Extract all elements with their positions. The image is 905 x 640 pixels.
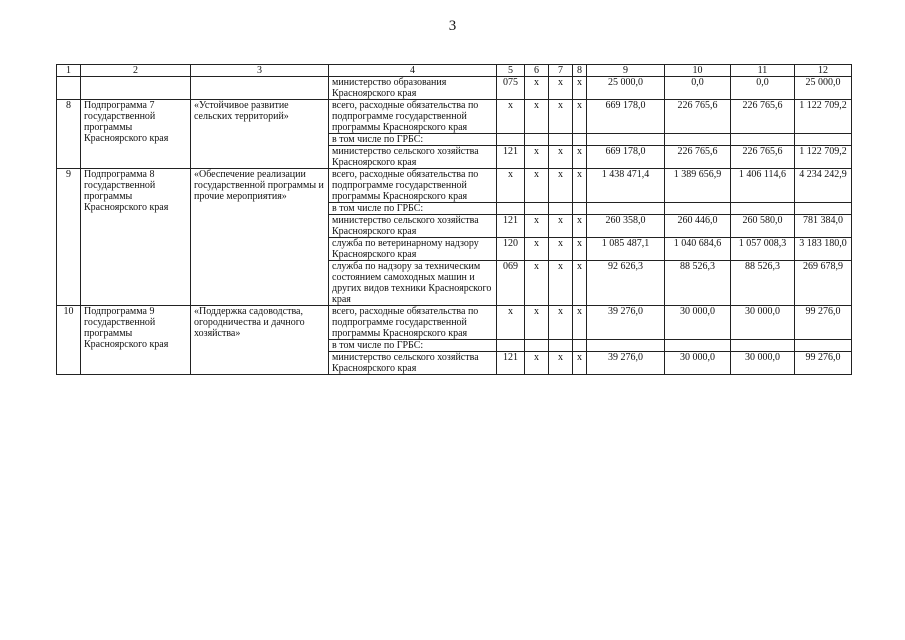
value-total: 4 234 242,9 xyxy=(795,169,852,203)
page-number: 3 xyxy=(448,18,457,34)
grbs-name: всего, расходные обязательства по подпрограмме государственной программы Красноярского края xyxy=(329,100,497,134)
value-year-3: 0,0 xyxy=(731,77,795,100)
col-6: х xyxy=(525,261,549,306)
value-year-3: 226 765,6 xyxy=(731,146,795,169)
value-year-1: 669 178,0 xyxy=(587,100,665,134)
col-6: х xyxy=(525,169,549,203)
value-year-1: 39 276,0 xyxy=(587,306,665,340)
col-6: х xyxy=(525,146,549,169)
col-header: 10 xyxy=(665,65,731,77)
col-6: х xyxy=(525,215,549,238)
value-year-2 xyxy=(665,340,731,352)
value-total xyxy=(795,134,852,146)
program-name: «Поддержка садоводства, огородничества и дачного хозяйства» xyxy=(191,306,329,375)
value-year-3: 226 765,6 xyxy=(731,100,795,134)
value-year-1: 39 276,0 xyxy=(587,352,665,375)
program-status xyxy=(81,77,191,100)
value-year-2 xyxy=(665,134,731,146)
col-7 xyxy=(549,203,573,215)
col-header: 2 xyxy=(81,65,191,77)
col-7 xyxy=(549,340,573,352)
col-7: х xyxy=(549,146,573,169)
grbs-name: служба по ветеринарному надзору Красноярского края xyxy=(329,238,497,261)
program-name: «Обеспечение реализации государственной программы и прочие мероприятия» xyxy=(191,169,329,306)
value-total: 1 122 709,2 xyxy=(795,146,852,169)
col-7: х xyxy=(549,352,573,375)
value-year-3 xyxy=(731,134,795,146)
col-header: 1 xyxy=(57,65,81,77)
grbs-name: министерство сельского хозяйства Красноярского края xyxy=(329,146,497,169)
col-6: х xyxy=(525,306,549,340)
col-8: х xyxy=(573,169,587,203)
value-year-2: 0,0 xyxy=(665,77,731,100)
col-8: х xyxy=(573,238,587,261)
grbs-name: министерство сельского хозяйства Красноярского края xyxy=(329,352,497,375)
value-year-2: 1 389 656,9 xyxy=(665,169,731,203)
grbs-code xyxy=(497,203,525,215)
col-8 xyxy=(573,134,587,146)
col-7: х xyxy=(549,100,573,134)
col-6 xyxy=(525,134,549,146)
col-6: х xyxy=(525,100,549,134)
col-header: 8 xyxy=(573,65,587,77)
grbs-code: 121 xyxy=(497,215,525,238)
grbs-code xyxy=(497,134,525,146)
grbs-name: министерство сельского хозяйства Красноярского края xyxy=(329,215,497,238)
value-year-3: 1 406 114,6 xyxy=(731,169,795,203)
col-6: х xyxy=(525,77,549,100)
row-number: 10 xyxy=(57,306,81,375)
col-8: х xyxy=(573,77,587,100)
value-year-1: 92 626,3 xyxy=(587,261,665,306)
grbs-code: 069 xyxy=(497,261,525,306)
col-8: х xyxy=(573,215,587,238)
value-year-1: 1 438 471,4 xyxy=(587,169,665,203)
grbs-code: х xyxy=(497,306,525,340)
col-8 xyxy=(573,203,587,215)
col-header: 6 xyxy=(525,65,549,77)
grbs-code: 120 xyxy=(497,238,525,261)
header-row xyxy=(57,65,852,77)
col-8 xyxy=(573,340,587,352)
col-6 xyxy=(525,340,549,352)
col-header: 4 xyxy=(329,65,497,77)
value-year-2: 1 040 684,6 xyxy=(665,238,731,261)
col-header: 7 xyxy=(549,65,573,77)
row-number: 9 xyxy=(57,169,81,306)
value-year-3: 30 000,0 xyxy=(731,306,795,340)
grbs-code: х xyxy=(497,100,525,134)
grbs-code xyxy=(497,340,525,352)
value-year-2: 226 765,6 xyxy=(665,146,731,169)
value-total: 99 276,0 xyxy=(795,306,852,340)
col-6: х xyxy=(525,238,549,261)
col-8: х xyxy=(573,306,587,340)
col-7: х xyxy=(549,77,573,100)
value-year-2: 226 765,6 xyxy=(665,100,731,134)
table-row xyxy=(57,100,852,134)
value-year-3: 1 057 008,3 xyxy=(731,238,795,261)
value-year-2: 30 000,0 xyxy=(665,352,731,375)
grbs-name: в том числе по ГРБС: xyxy=(329,340,497,352)
value-year-3 xyxy=(731,203,795,215)
grbs-code: х xyxy=(497,169,525,203)
value-year-2: 260 446,0 xyxy=(665,215,731,238)
grbs-name: в том числе по ГРБС: xyxy=(329,203,497,215)
col-7: х xyxy=(549,169,573,203)
value-year-2: 88 526,3 xyxy=(665,261,731,306)
value-total: 99 276,0 xyxy=(795,352,852,375)
grbs-code: 075 xyxy=(497,77,525,100)
grbs-name: министерство образования Красноярского края xyxy=(329,77,497,100)
table-row xyxy=(57,306,852,340)
col-6 xyxy=(525,203,549,215)
value-year-1: 25 000,0 xyxy=(587,77,665,100)
row-number xyxy=(57,77,81,100)
value-year-3: 260 580,0 xyxy=(731,215,795,238)
value-year-1 xyxy=(587,203,665,215)
program-name: «Устойчивое развитие сельских территорий» xyxy=(191,100,329,169)
grbs-name: служба по надзору за техническим состоянием самоходных машин и других видов техники Красноярского края xyxy=(329,261,497,306)
budget-table xyxy=(56,64,852,375)
col-header: 11 xyxy=(731,65,795,77)
value-year-2 xyxy=(665,203,731,215)
col-7: х xyxy=(549,306,573,340)
col-6: х xyxy=(525,352,549,375)
col-header: 9 xyxy=(587,65,665,77)
col-7: х xyxy=(549,238,573,261)
col-7: х xyxy=(549,261,573,306)
row-number: 8 xyxy=(57,100,81,169)
value-year-1: 669 178,0 xyxy=(587,146,665,169)
value-total: 781 384,0 xyxy=(795,215,852,238)
value-year-3: 88 526,3 xyxy=(731,261,795,306)
value-year-1 xyxy=(587,134,665,146)
value-total: 3 183 180,0 xyxy=(795,238,852,261)
col-header: 12 xyxy=(795,65,852,77)
continuation-row xyxy=(57,77,852,100)
value-year-1: 1 085 487,1 xyxy=(587,238,665,261)
col-8: х xyxy=(573,100,587,134)
col-8: х xyxy=(573,261,587,306)
program-status: Подпрограмма 8 государственной программы Красноярского края xyxy=(81,169,191,306)
program-name xyxy=(191,77,329,100)
value-total: 25 000,0 xyxy=(795,77,852,100)
grbs-code: 121 xyxy=(497,352,525,375)
col-8: х xyxy=(573,352,587,375)
col-7 xyxy=(549,134,573,146)
grbs-name: всего, расходные обязательства по подпрограмме государственной программы Красноярского края xyxy=(329,169,497,203)
value-total xyxy=(795,203,852,215)
table-row xyxy=(57,169,852,203)
value-year-2: 30 000,0 xyxy=(665,306,731,340)
value-total: 1 122 709,2 xyxy=(795,100,852,134)
value-total: 269 678,9 xyxy=(795,261,852,306)
grbs-name: всего, расходные обязательства по подпрограмме государственной программы Красноярского края xyxy=(329,306,497,340)
value-year-3: 30 000,0 xyxy=(731,352,795,375)
col-header: 3 xyxy=(191,65,329,77)
grbs-code: 121 xyxy=(497,146,525,169)
value-year-1: 260 358,0 xyxy=(587,215,665,238)
col-header: 5 xyxy=(497,65,525,77)
value-total xyxy=(795,340,852,352)
value-year-3 xyxy=(731,340,795,352)
col-7: х xyxy=(549,215,573,238)
program-status: Подпрограмма 7 государственной программы Красноярского края xyxy=(81,100,191,169)
grbs-name: в том числе по ГРБС: xyxy=(329,134,497,146)
value-year-1 xyxy=(587,340,665,352)
program-status: Подпрограмма 9 государственной программы Красноярского края xyxy=(81,306,191,375)
col-8: х xyxy=(573,146,587,169)
